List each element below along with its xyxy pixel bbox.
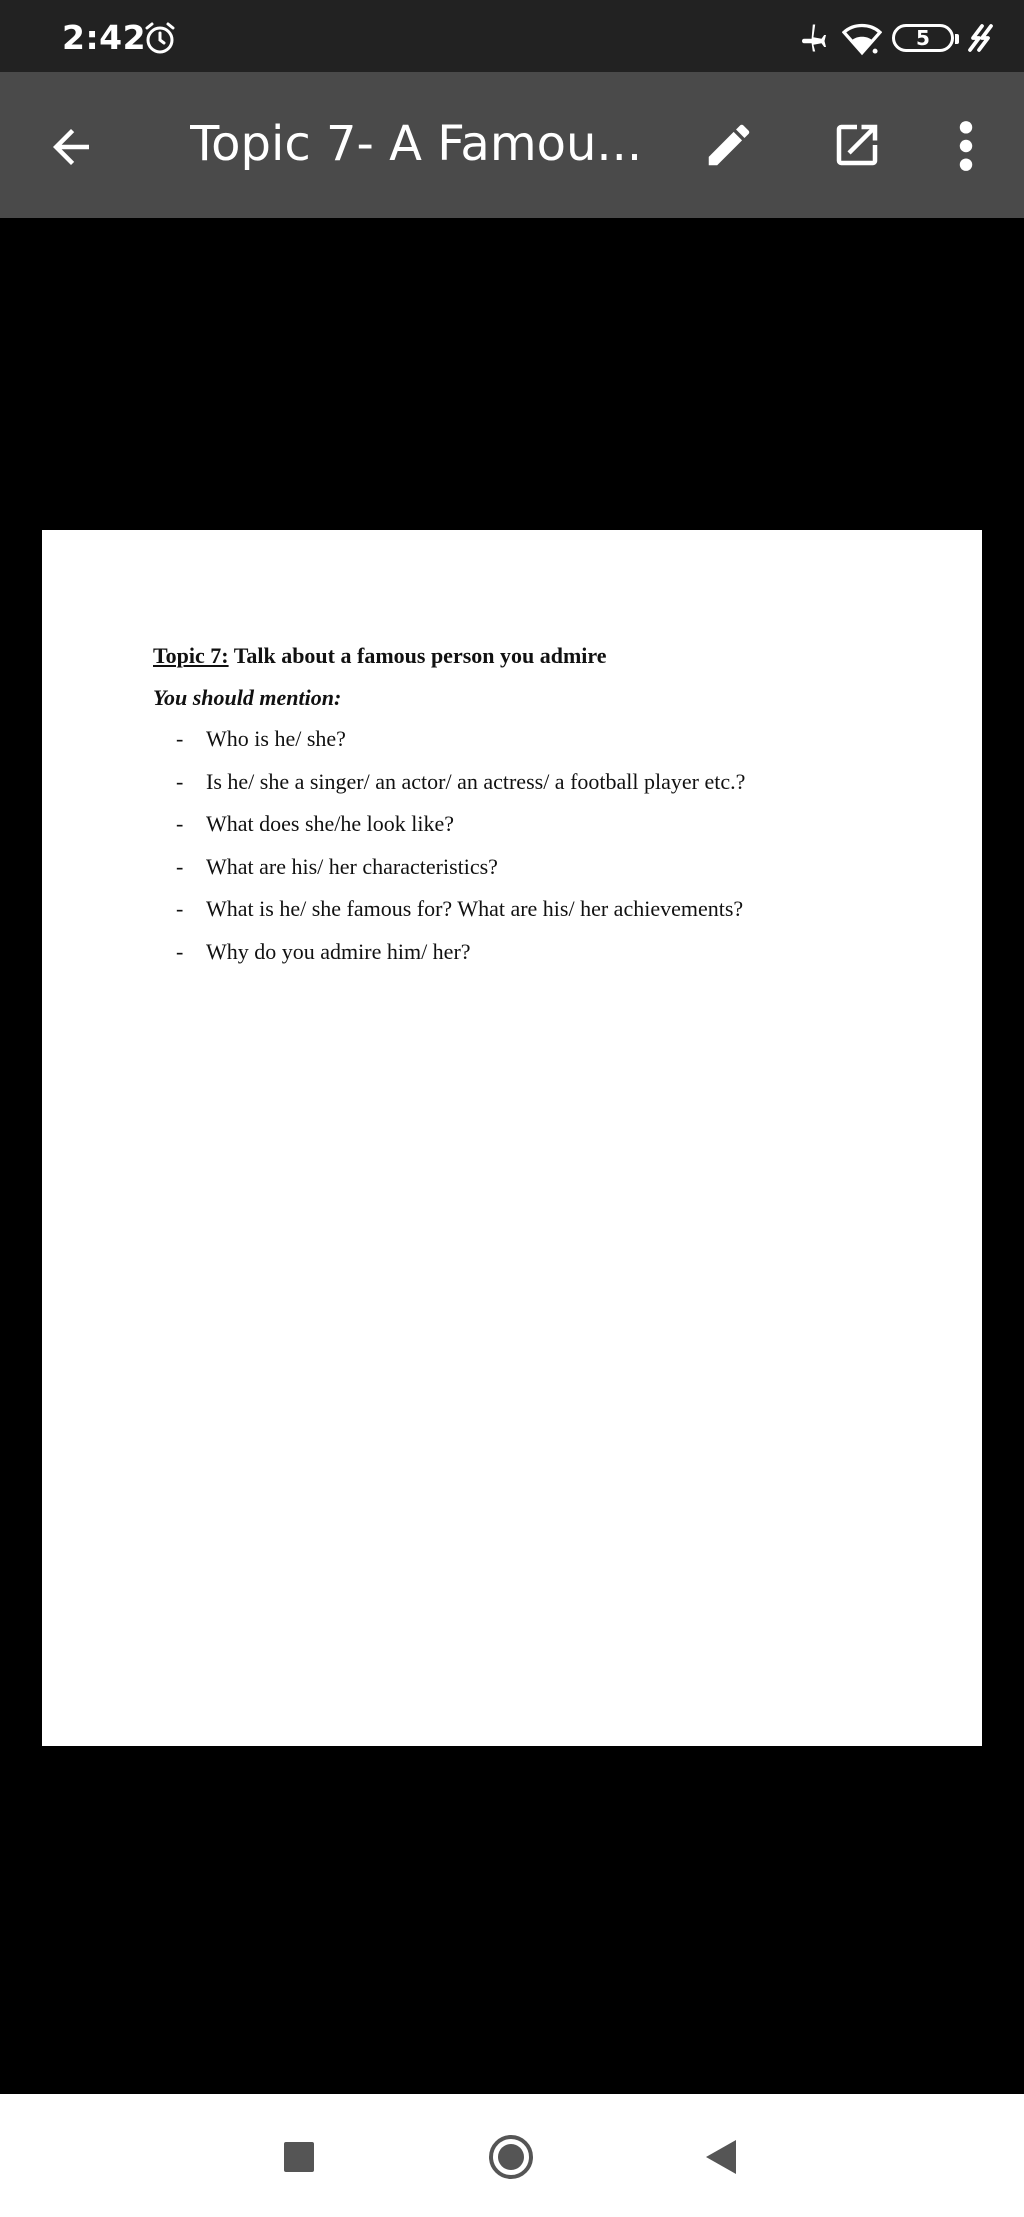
list-item: - Who is he/ she? — [176, 726, 346, 751]
status-bar — [0, 0, 1024, 72]
list-item: - What are his/ her characteristics? — [176, 853, 498, 879]
open-external-icon[interactable] — [830, 118, 884, 172]
system-nav-bar — [0, 2094, 1024, 2217]
topic-label: Topic 7: — [153, 643, 229, 668]
back-triangle-icon[interactable] — [704, 2138, 738, 2176]
home-circle-icon[interactable] — [488, 2134, 534, 2180]
status-time: 2:42 — [62, 18, 147, 57]
list-item: - Why do you admire him/ her? — [176, 938, 471, 964]
wifi-icon — [842, 20, 882, 56]
document-title: Topic 7- A Famou... — [190, 116, 643, 172]
topic-text: Talk about a famous person you admire — [228, 643, 607, 668]
document-subheading: You should mention: — [153, 685, 342, 710]
charging-icon — [964, 20, 994, 56]
back-arrow-icon[interactable] — [44, 120, 98, 174]
battery-icon — [892, 24, 954, 52]
recents-square-icon[interactable] — [284, 2142, 314, 2172]
question-list — [176, 726, 745, 981]
more-vert-icon[interactable] — [948, 118, 984, 174]
alarm-icon — [142, 20, 178, 56]
status-icons — [796, 18, 994, 58]
app-bar — [0, 72, 1024, 218]
edit-pencil-icon[interactable] — [702, 118, 756, 172]
list-item: - What is he/ she famous for? What are his/ her achievements? — [176, 896, 744, 921]
list-item: - Is he/ she a singer/ an actor/ an actress/ a football player etc.? — [176, 768, 746, 794]
airplane-mode-icon — [796, 20, 832, 56]
battery-level: 5 — [916, 26, 930, 50]
document-heading — [153, 643, 607, 669]
list-item: - What does she/he look like? — [176, 811, 455, 836]
document-page[interactable] — [42, 530, 982, 1746]
